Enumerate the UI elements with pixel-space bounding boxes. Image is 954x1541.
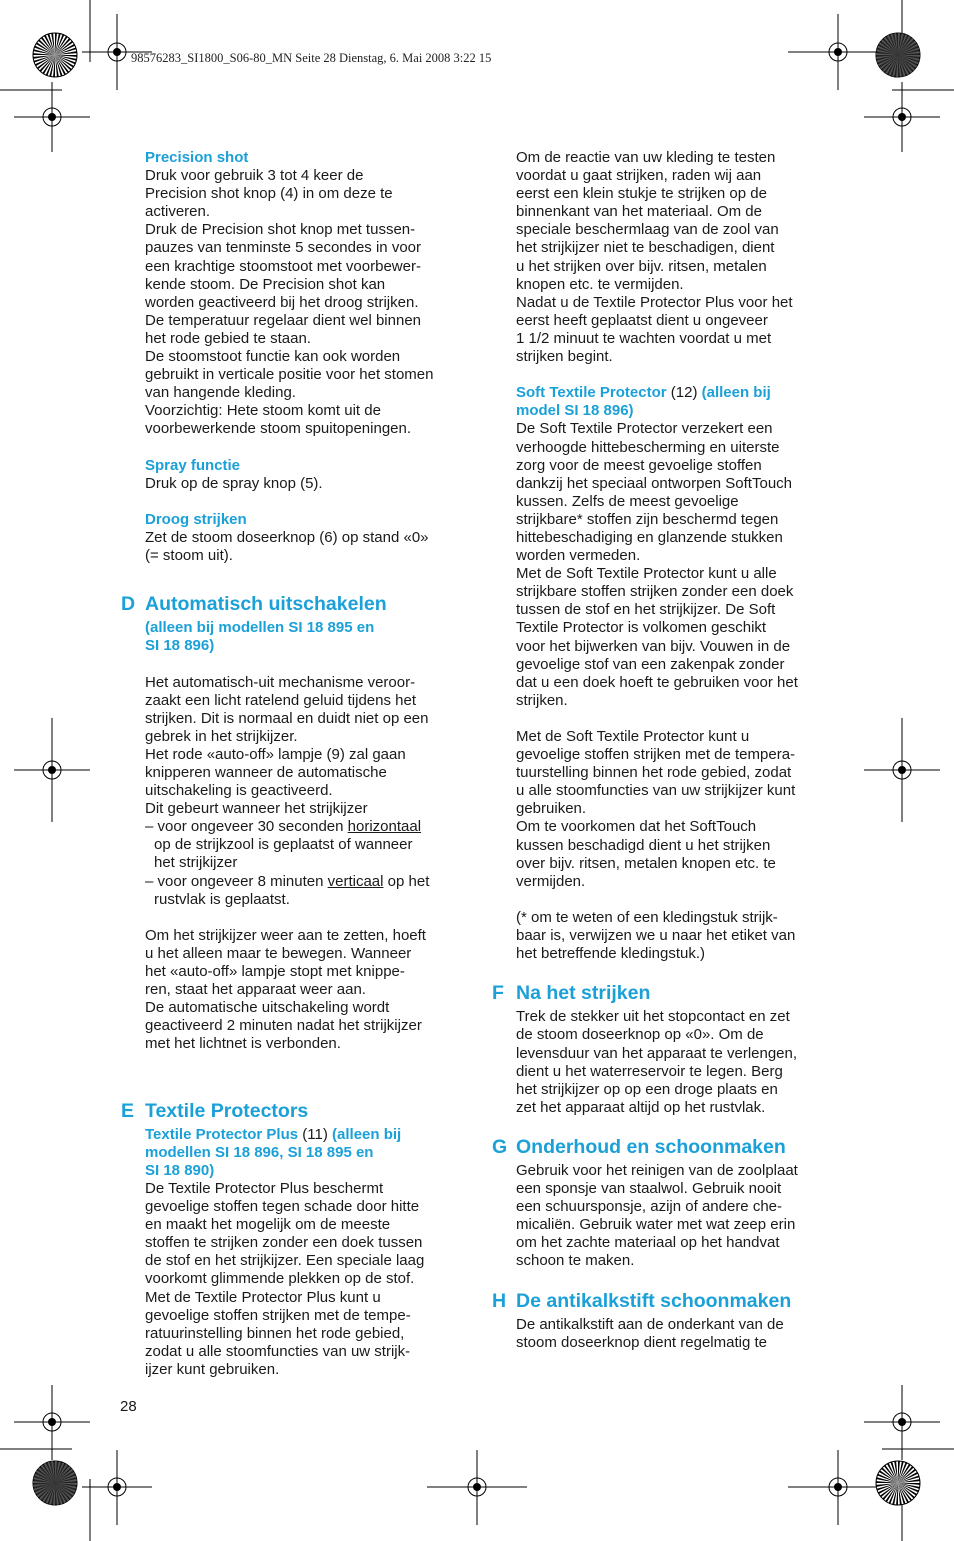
text-line: Druk de Precision shot knop met tussen- xyxy=(145,221,416,239)
section-d-bullet-1-rest xyxy=(145,836,475,872)
text-line: Om de reactie van uw kleding te testen xyxy=(516,149,776,166)
section-d-note xyxy=(145,619,475,655)
text-line: met het lichtnet is verbonden. xyxy=(145,1035,341,1053)
text-line: strijken. Dit is normaal en duidt niet op een xyxy=(145,709,429,727)
text-line: strijken. xyxy=(516,691,568,709)
text-line: een schuursponsje, azijn of andere che- xyxy=(516,1198,783,1216)
section-d-text-b xyxy=(145,927,475,1054)
starburst-target-bottom-left xyxy=(33,1461,77,1505)
section-d-heading xyxy=(121,592,475,616)
text-line: gebruikt in verticale positie voor het stomen xyxy=(145,366,434,384)
textile-protector-plus-title: Textile Protector Plus (11) (alleen bij xyxy=(145,1125,402,1143)
text-line: Dit gebeurt wanneer het strijkijzer xyxy=(145,800,368,818)
text-line: hittebeschadiging en glanzende stukken xyxy=(516,528,783,546)
text-line: geactiveerd 2 minuten nadat het strijkijzer xyxy=(145,1017,422,1035)
section-g-title: Onderhoud en schoonmaken xyxy=(516,1135,786,1158)
text-line: Druk voor gebruik 3 tot 4 keer de xyxy=(145,167,364,185)
text-line: De antikalkstift aan de onderkant van de xyxy=(516,1315,784,1333)
textile-protector-plus-note-3: SI 18 890) xyxy=(145,1161,215,1179)
section-d-bullet-2: – voor ongeveer 8 minuten verticaal op het xyxy=(145,872,430,890)
text-line: SI 18 896) xyxy=(145,637,215,655)
text-line: baar is, verwijzen we u naar het etiket van xyxy=(516,927,796,945)
text-line: u alle stoomfuncties van uw strijkijzer kunt xyxy=(516,782,796,800)
text-line: kussen. Zelfs de meest gevoelige xyxy=(516,492,739,510)
text-line: gebrek in het strijkijzer. xyxy=(145,727,298,745)
soft-textile-protector-note: model SI 18 896) xyxy=(516,402,634,420)
text-line: om het zachte materiaal op het handvat xyxy=(516,1234,780,1252)
text-line: Textile Protector is volkomen geschikt xyxy=(516,619,767,637)
text-line: Zet de stoom doseerknop (6) op stand «0» xyxy=(145,528,429,546)
text-line: Om te voorkomen dat het SoftTouch xyxy=(516,818,757,836)
section-g-text xyxy=(516,1162,846,1271)
text-line: binnenkant van het materiaal. Om de xyxy=(516,203,762,221)
text-line: eerst een klein stukje te strijken op de xyxy=(516,185,767,203)
starburst-target-bottom-right xyxy=(876,1461,920,1505)
text-line: knipperen wanneer de automatische xyxy=(145,764,387,781)
precision-shot-title: Precision shot xyxy=(145,149,249,166)
section-e-text xyxy=(145,1180,475,1379)
section-f-text xyxy=(516,1008,846,1117)
text-line: worden vermeden. xyxy=(516,547,641,565)
text-line: knopen etc. te vermijden. xyxy=(516,275,684,293)
section-f-letter: F xyxy=(492,982,504,1005)
text-line: 1 1/2 minuut te wachten voordat u met xyxy=(516,329,772,347)
text-line: dat u een doek hoeft te gebruiken voor het xyxy=(516,673,798,691)
text-line: Met de Soft Textile Protector kunt u alle xyxy=(516,565,777,583)
section-d-bullet-1: – voor ongeveer 30 seconden horizontaal xyxy=(145,818,422,836)
spray-text xyxy=(145,475,475,493)
soft-textile-footnote xyxy=(516,909,846,963)
text-line: Het automatisch-uit mechanisme veroor- xyxy=(145,673,416,691)
text-line: Nadat u de Textile Protector Plus voor het xyxy=(516,293,793,311)
text-line: u het alleen maar te bewegen. Wanneer xyxy=(145,944,412,962)
section-h-text xyxy=(516,1316,846,1352)
text-line: strijkbare stoffen strijken zonder een doek xyxy=(516,583,794,601)
section-f-heading xyxy=(492,981,846,1005)
droog-title: Droog strijken xyxy=(145,510,247,528)
text-line: het betreffende kledingstuk.) xyxy=(516,945,706,963)
text-line: zorg voor de meest gevoelige stoffen xyxy=(516,456,762,474)
text-line: een sponsje van staalwol. Gebruik nooit xyxy=(516,1180,782,1198)
text-line: De Soft Textile Protector verzekert een xyxy=(516,420,773,438)
text-line: ratuurinstelling binnen het rode gebied, xyxy=(145,1324,405,1342)
text-line: tussen de stof en het strijkijzer. De Soft xyxy=(516,601,776,619)
text-line: het strijkijzer op op een droge plaats en xyxy=(516,1080,778,1098)
text-line: voor het bijwerken van bijv. Vouwen in de xyxy=(516,637,791,655)
text-line: De stoomstoot functie kan ook worden xyxy=(145,348,401,366)
text-line: voorbewerkende stoom spuitopeningen. xyxy=(145,420,412,438)
text-line: dankzij het speciaal ontworpen SoftTouch xyxy=(516,474,793,492)
text-line: levensduur van het apparaat te verlengen, xyxy=(516,1044,798,1062)
text-line: (alleen bij modellen SI 18 895 en xyxy=(145,619,375,637)
text-line: Precision shot knop (4) in om deze te xyxy=(145,185,393,203)
text-line: Met de Textile Protector Plus kunt u xyxy=(145,1288,381,1306)
text-line: stoffen te strijken zonder een doek tussen xyxy=(145,1234,423,1252)
test-reaction-text xyxy=(516,149,846,366)
text-line: worden geactiveerd bij het droog strijken. xyxy=(145,293,419,311)
text-line: speciale beschermlaag van de zool van xyxy=(516,221,779,239)
text-line: Voorzichtig: Hete stoom komt uit de xyxy=(145,402,381,420)
text-line: (= stoom uit). xyxy=(145,547,233,565)
text-line: op de strijkzool is geplaatst of wanneer xyxy=(154,836,413,854)
text-line: kussen beschadigd dient u het strijken xyxy=(516,836,771,854)
text-line: en maakt het mogelijk om de meeste xyxy=(145,1216,391,1234)
text-line: verhoogde hittebescherming en uiterste xyxy=(516,438,780,456)
text-line: Met de Soft Textile Protector kunt u xyxy=(516,728,750,745)
text-line: gebruiken. xyxy=(516,800,587,818)
text-line: Het rode «auto-off» lampje (9) zal gaan xyxy=(145,745,406,763)
starburst-target-top-right xyxy=(876,33,920,77)
text-line: van hangende kleding. xyxy=(145,384,296,402)
soft-textile-text-a xyxy=(516,420,846,710)
text-line: het strijkijzer xyxy=(154,854,238,872)
text-line: een krachtige stoomstoot met voorbewer- xyxy=(145,257,421,275)
text-line: schoon te maken. xyxy=(516,1252,635,1270)
text-line: ren, staat het apparaat weer aan. xyxy=(145,981,366,999)
text-line: Gebruik voor het reinigen van de zoolplaat xyxy=(516,1161,798,1179)
text-line: (* om te weten of een kledingstuk strijk- xyxy=(516,908,778,926)
text-line: voordat u gaat strijken, raden wij aan xyxy=(516,167,762,185)
text-line: gevoelige stoffen strijken met de tempera- xyxy=(516,746,796,764)
text-line: het rode gebied te staan. xyxy=(145,329,311,347)
section-h-title: De antikalkstift schoonmaken xyxy=(516,1289,792,1312)
text-line: uitschakeling is geactiveerd. xyxy=(145,782,333,800)
text-line: tuurstelling binnen het rode gebied, zodat xyxy=(516,764,792,782)
section-h-letter: H xyxy=(492,1289,507,1312)
text-line: gevoelige stof van een zakenpak zonder xyxy=(516,655,785,673)
left-column xyxy=(121,149,475,1379)
text-line: zodat u alle stoomfuncties van uw strijk- xyxy=(145,1342,411,1360)
section-d-bullet-2-rest xyxy=(145,891,475,909)
text-line: over bijv. ritsen, metalen knopen etc. te xyxy=(516,854,776,872)
text-line: Trek de stekker uit het stopcontact en zet xyxy=(516,1008,790,1026)
text-line: De automatische uitschakeling wordt xyxy=(145,999,390,1017)
starburst-target-top-left xyxy=(33,33,77,77)
text-line: pauzes van tenminste 5 secondes in voor xyxy=(145,239,421,257)
section-e-heading xyxy=(121,1099,475,1123)
text-line: vermijden. xyxy=(516,872,586,890)
text-line: Druk op de spray knop (5). xyxy=(145,474,323,492)
section-g-heading xyxy=(492,1135,846,1159)
text-line: micaliën. Gebruik water met wat zeep erin xyxy=(516,1216,796,1234)
section-d-text-a xyxy=(145,674,475,819)
text-line: het «auto-off» lampje stopt met knippe- xyxy=(145,963,405,981)
text-line: het strijkijzer niet te beschadigen, dient xyxy=(516,239,775,257)
text-line: De temperatuur regelaar dient wel binnen xyxy=(145,311,421,329)
text-line: strijkbare* stoffen zijn beschermd tegen xyxy=(516,510,779,528)
text-line: rustvlak is geplaatst. xyxy=(154,890,290,908)
print-header: 98576283_SI1800_S06-80_MN Seite 28 Dienstag, 6. Mai 2008 3:22 15 xyxy=(131,51,492,65)
spray-title: Spray functie xyxy=(145,456,241,474)
text-line: voorkomt glimmende plekken op de stof. xyxy=(145,1270,415,1288)
text-line: gevoelige stoffen tegen schade door hitte xyxy=(145,1198,420,1216)
text-line: ijzer kunt gebruiken. xyxy=(145,1360,280,1378)
section-h-heading xyxy=(492,1289,846,1313)
text-line: dient u het waterreservoir te legen. Berg xyxy=(516,1062,783,1080)
precision-shot-text xyxy=(145,167,475,438)
text-line: Om het strijkijzer weer aan te zetten, hoeft xyxy=(145,926,426,944)
section-f-title: Na het strijken xyxy=(516,982,651,1005)
text-line: gevoelige stoffen strijken met de tempe- xyxy=(145,1306,411,1324)
text-line: stoom doseerknop dient regelmatig te xyxy=(516,1333,767,1351)
text-line: u het strijken over bijv. ritsen, metalen xyxy=(516,257,767,275)
section-e-letter: E xyxy=(121,1099,135,1122)
text-line: zet het apparaat altijd op het rustvlak. xyxy=(516,1098,766,1116)
page-number: 28 xyxy=(120,1398,137,1415)
soft-textile-protector-title: Soft Textile Protector (12) (alleen bij xyxy=(516,384,771,402)
soft-textile-text-b xyxy=(516,728,846,891)
text-line: kende stoom. De Precision shot kan xyxy=(145,275,386,293)
text-line: activeren. xyxy=(145,203,211,221)
droog-text xyxy=(145,529,475,565)
text-line: eerst heeft geplaatst dient u ongeveer xyxy=(516,311,768,329)
text-line: de stoom doseerknop op «0». Om de xyxy=(516,1026,764,1044)
text-line: de stof en het strijkijzer. Een speciale laag xyxy=(145,1252,425,1270)
section-g-letter: G xyxy=(492,1135,508,1158)
section-e-title: Textile Protectors xyxy=(145,1099,309,1122)
textile-protector-plus-note-2: modellen SI 18 896, SI 18 895 en xyxy=(145,1143,374,1161)
text-line: strijken begint. xyxy=(516,348,613,366)
text-line: zaakt een licht ratelend geluid tijdens het xyxy=(145,691,417,709)
right-column xyxy=(492,149,846,1352)
section-d-letter: D xyxy=(121,593,136,616)
text-line: De Textile Protector Plus beschermt xyxy=(145,1179,384,1197)
section-d-title: Automatisch uitschakelen xyxy=(145,593,387,616)
